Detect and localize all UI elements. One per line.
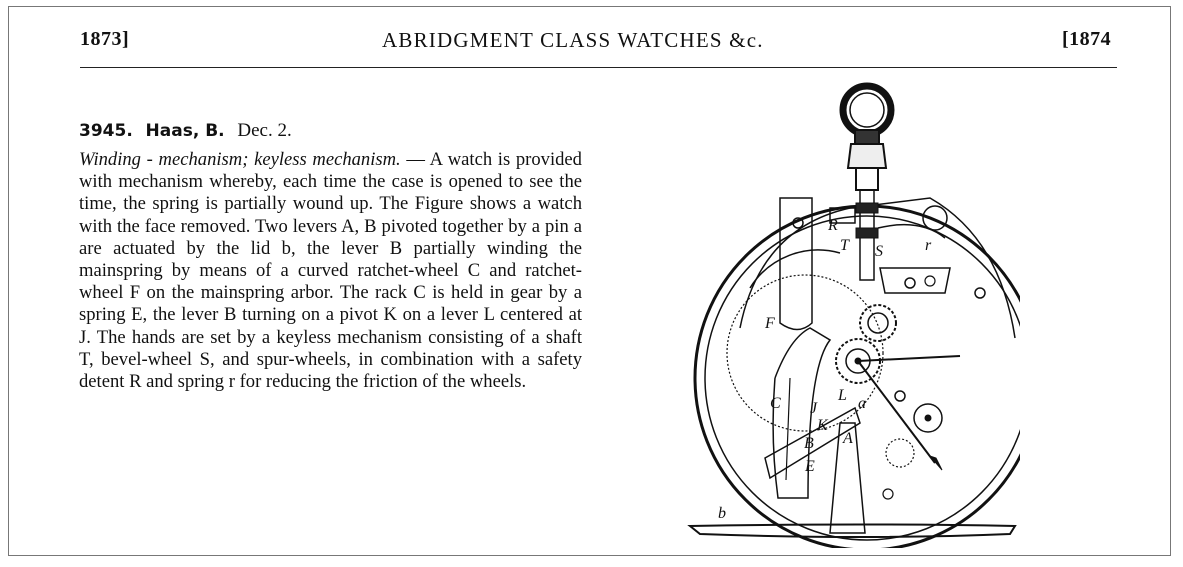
- figure-label: J: [810, 400, 818, 417]
- figure-label: C: [770, 395, 781, 412]
- figure-label: L: [838, 387, 847, 404]
- header-rule: [80, 67, 1117, 68]
- figure-label: T: [840, 237, 849, 254]
- entry-heading: [79, 120, 292, 142]
- figure-label: r: [925, 237, 932, 254]
- figure-label: F: [765, 315, 775, 332]
- entry-subject: Winding - mechanism; keyless mechanism.: [79, 149, 401, 170]
- entry-description: — A watch is provided with mechanism whereby, each time the case is opened to see the time, the spring is partially wound up. The Figure shows a watch with the face removed. Two levers A, B pivoted together by a pin a are actuated by the lid b, the lever B partially winding the mainspring by means of a curved ratchet-wheel C and ratchet-wheel F on the mainspring arbor. The rack C is held in gear by a spring E, the lever B turning on a pivot K on a lever L centered at J. The hands are set by a keyless mechanism consisting of a shaft T, bevel-wheel S, and spur-wheels, in combination with a safety detent R and spring r for reducing the friction of the wheels.: [79, 149, 582, 393]
- figure-label: a: [858, 395, 866, 412]
- entry-number: 3945.: [79, 121, 133, 141]
- figure-label: b: [718, 505, 726, 522]
- figure-label: R: [828, 217, 838, 234]
- figure-label: A: [843, 430, 853, 447]
- watch-mechanism-illustration: [680, 78, 1020, 548]
- figure-label: E: [805, 458, 815, 475]
- header-year-left: 1873]: [80, 28, 130, 50]
- figure-label: B: [804, 435, 814, 452]
- header-title: ABRIDGMENT CLASS WATCHES &c.: [382, 28, 764, 52]
- figure-label: S: [875, 243, 883, 260]
- entry-inventor: Haas, B.: [145, 121, 225, 141]
- header-year-right: [1874: [1062, 28, 1112, 50]
- entry-body: [79, 149, 582, 393]
- entry-date: Dec. 2.: [237, 120, 292, 141]
- figure-label: K: [817, 417, 828, 434]
- watch-figure: [680, 78, 1020, 548]
